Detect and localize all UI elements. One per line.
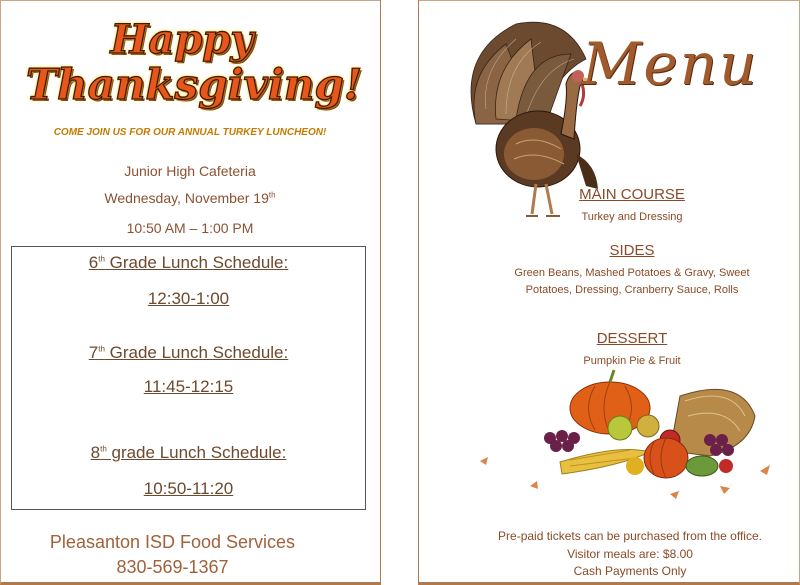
- main-course-item: Turkey and Dressing: [581, 211, 683, 223]
- visitor-price: Visitor meals are: $8.00: [567, 547, 693, 561]
- invite-text: COME JOIN US FOR OUR ANNUAL TURKEY LUNCHEON!: [53, 127, 327, 138]
- sides-heading: SIDES: [609, 242, 655, 259]
- fold-gutter: [381, 0, 418, 585]
- payment-note: Cash Payments Only: [573, 564, 687, 578]
- menu-title: Menu: [582, 30, 759, 98]
- event-date-sup: th: [268, 190, 276, 200]
- dessert-heading: DESSERT: [596, 330, 668, 347]
- event-date: [0, 190, 380, 206]
- dessert-item: Pumpkin Pie & Fruit: [583, 355, 681, 367]
- thanksgiving-heading: Thanksgiving!: [25, 60, 363, 109]
- sides-items: Green Beans, Mashed Potatoes & Gravy, Sweet Potatoes, Dressing, Cranberry Sauce, Rolls: [514, 267, 750, 296]
- food-services-name: Pleasanton ISD Food Services: [49, 532, 296, 552]
- food-services-phone: 830-569-1367: [116, 557, 229, 577]
- event-location: Junior High Cafeteria: [124, 163, 256, 179]
- schedule-time-6th: 12:30-1:00: [147, 289, 230, 308]
- cornucopia-illustration-icon: [470, 366, 790, 508]
- event-time: 10:50 AM – 1:00 PM: [126, 220, 254, 236]
- fold-line-right: [418, 0, 419, 585]
- lunch-schedule-box: [11, 246, 366, 510]
- main-course-heading: MAIN COURSE: [579, 186, 685, 203]
- event-date-main: Wednesday, November 19: [104, 190, 269, 206]
- happy-heading: Happy: [110, 16, 254, 63]
- schedule-label-7th: 7th Grade Lunch Schedule:: [88, 343, 289, 362]
- schedule-time-8th: 10:50-11:20: [143, 479, 234, 498]
- schedule-label-6th: 6th Grade Lunch Schedule:: [88, 253, 289, 272]
- tickets-info: Pre-paid tickets can be purchased from the office.: [498, 529, 762, 543]
- schedule-time-7th: 11:45-12:15: [143, 377, 234, 396]
- schedule-label-8th: 8th grade Lunch Schedule:: [90, 443, 287, 462]
